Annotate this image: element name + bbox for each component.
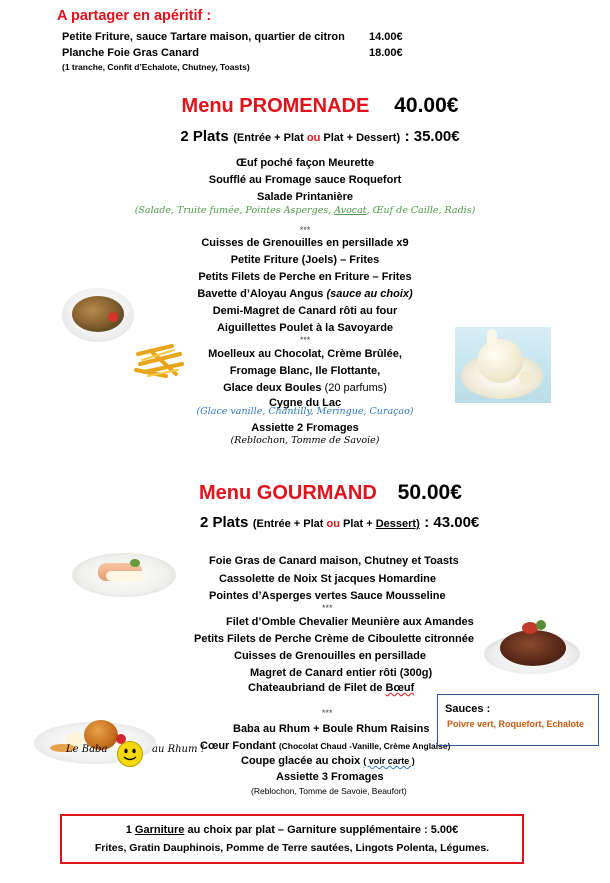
gourmand-plat-chateaubriand: Chateaubriand de Filet de Bœuf (248, 682, 415, 694)
gourmand-plat: Cuisses de Grenouilles en persillade (234, 650, 426, 662)
promenade-header (40, 94, 600, 122)
promenade-title: Menu PROMENADE (181, 95, 370, 117)
sauces-box (437, 694, 599, 746)
gourmand-two-price: : 43.00€ (424, 514, 480, 531)
frog-legs-photo (60, 282, 138, 346)
fish-plate-photo (68, 545, 180, 601)
promenade-plat-bavette: Bavette d’Aloyau Angus (sauce au choix) (197, 288, 413, 300)
sauces-title: Sauces : (445, 703, 491, 715)
promenade-dessert-cygne: Cygne du Lac (268, 397, 342, 409)
promenade-dessert: Fromage Blanc, Ile Flottante, (229, 365, 381, 377)
aperitif-item-price: 14.00€ (369, 31, 403, 43)
gourmand-plat: Petits Filets de Perche Crème de Ciboulette citronnée (194, 633, 474, 645)
gourmand-two-courses (200, 514, 479, 532)
promenade-price: 40.00€ (394, 94, 459, 117)
garniture-line2: Frites, Gratin Dauphinois, Pomme de Terre sautées, Lingots Polenta, Légumes. (94, 842, 490, 854)
promenade-plat: Cuisses de Grenouilles en persillade x9 (201, 237, 409, 249)
smiley-icon (116, 740, 144, 768)
fries-photo (132, 340, 188, 384)
gourmand-entree: Foie Gras de Canard maison, Chutney et Toasts (209, 555, 459, 567)
aperitif-item-name: Petite Friture, sauce Tartare maison, quartier de citron (62, 31, 345, 43)
promenade-two-courses (40, 128, 600, 146)
aperitif-title: A partager en apéritif : (57, 8, 212, 24)
aperitif-item-name: Planche Foie Gras Canard (62, 47, 199, 59)
gourmand-dessert: Baba au Rhum + Boule Rhum Raisins (233, 723, 430, 735)
gourmand-dessert-coupe: Coupe glacée au choix ( voir carte ) (241, 755, 415, 767)
promenade-dessert-glace: Glace deux Boules (20 parfums) (223, 382, 387, 394)
promenade-entree: Soufflé au Fromage sauce Roquefort (208, 174, 402, 186)
separator: *** (299, 225, 311, 235)
promenade-assiette-note: (Reblochon, Tomme de Savoie) (230, 435, 380, 446)
separator: *** (299, 335, 311, 345)
garniture-line1: 1 Garniture au choix par plat – Garniture supplémentaire : 5.00€ (125, 824, 459, 836)
promenade-cygne-note: (Glace vanille, Chantilly, Meringue, Curaçao) (196, 406, 414, 417)
promenade-salade-note: (Salade, Truite fumée, Pointes Asperges, Avocat, Œuf de Caille, Radis) (134, 205, 476, 216)
gourmand-header (199, 481, 462, 505)
baba-caption-left: Le Baba (66, 744, 108, 755)
gourmand-assiette-note: (Reblochon, Tomme de Savoie, Beaufort) (251, 786, 407, 796)
sauces-list: Poivre vert, Roquefort, Echalote (447, 719, 585, 729)
cygne-dessert-photo (455, 327, 551, 403)
steak-photo (478, 616, 588, 678)
gourmand-title: Menu GOURMAND (199, 482, 377, 504)
gourmand-dessert-coeur: Cœur Fondant (Chocolat Chaud -Vanille, Crème Anglaise) (200, 740, 451, 752)
gourmand-price: 50.00€ (397, 481, 462, 504)
gourmand-two-label: 2 Plats (200, 514, 249, 531)
gourmand-assiette: Assiette 3 Fromages (276, 771, 384, 783)
gourmand-plat: Magret de Canard entier rôti (300g) (250, 667, 433, 679)
gourmand-plat: Filet d’Omble Chevalier Meunière aux Amandes (226, 616, 474, 628)
promenade-plat: Demi-Magret de Canard rôti au four (212, 305, 398, 317)
separator: *** (322, 708, 333, 718)
separator: *** (322, 603, 333, 613)
promenade-two-label: 2 Plats (180, 128, 229, 145)
promenade-dessert: Moelleux au Chocolat, Crème Brûlée, (208, 348, 402, 360)
garniture-box (60, 814, 524, 864)
promenade-assiette: Assiette 2 Fromages (251, 422, 359, 434)
aperitif-item-price: 18.00€ (369, 47, 403, 59)
gourmand-two-detail: (Entrée + Plat ou Plat + Dessert) (252, 518, 420, 530)
promenade-plat: Petite Friture (Joels) – Frites (230, 254, 380, 266)
promenade-plat: Aiguillettes Poulet à la Savoyarde (216, 322, 394, 334)
aperitif-note: (1 tranche, Confit d’Echalote, Chutney, Toasts) (62, 62, 250, 72)
promenade-two-price: : 35.00€ (404, 128, 460, 145)
promenade-two-detail: (Entrée + Plat ou Plat + Dessert) (233, 132, 401, 144)
promenade-entree: Salade Printanière (257, 191, 353, 203)
promenade-plat: Petits Filets de Perche en Friture – Frites (198, 271, 412, 283)
promenade-entree: Œuf poché façon Meurette (235, 157, 375, 169)
gourmand-entree: Pointes d’Asperges vertes Sauce Mousseline (209, 590, 446, 602)
gourmand-entree: Cassolette de Noix St jacques Homardine (219, 573, 437, 585)
baba-caption-right: au Rhum ! (152, 744, 205, 755)
